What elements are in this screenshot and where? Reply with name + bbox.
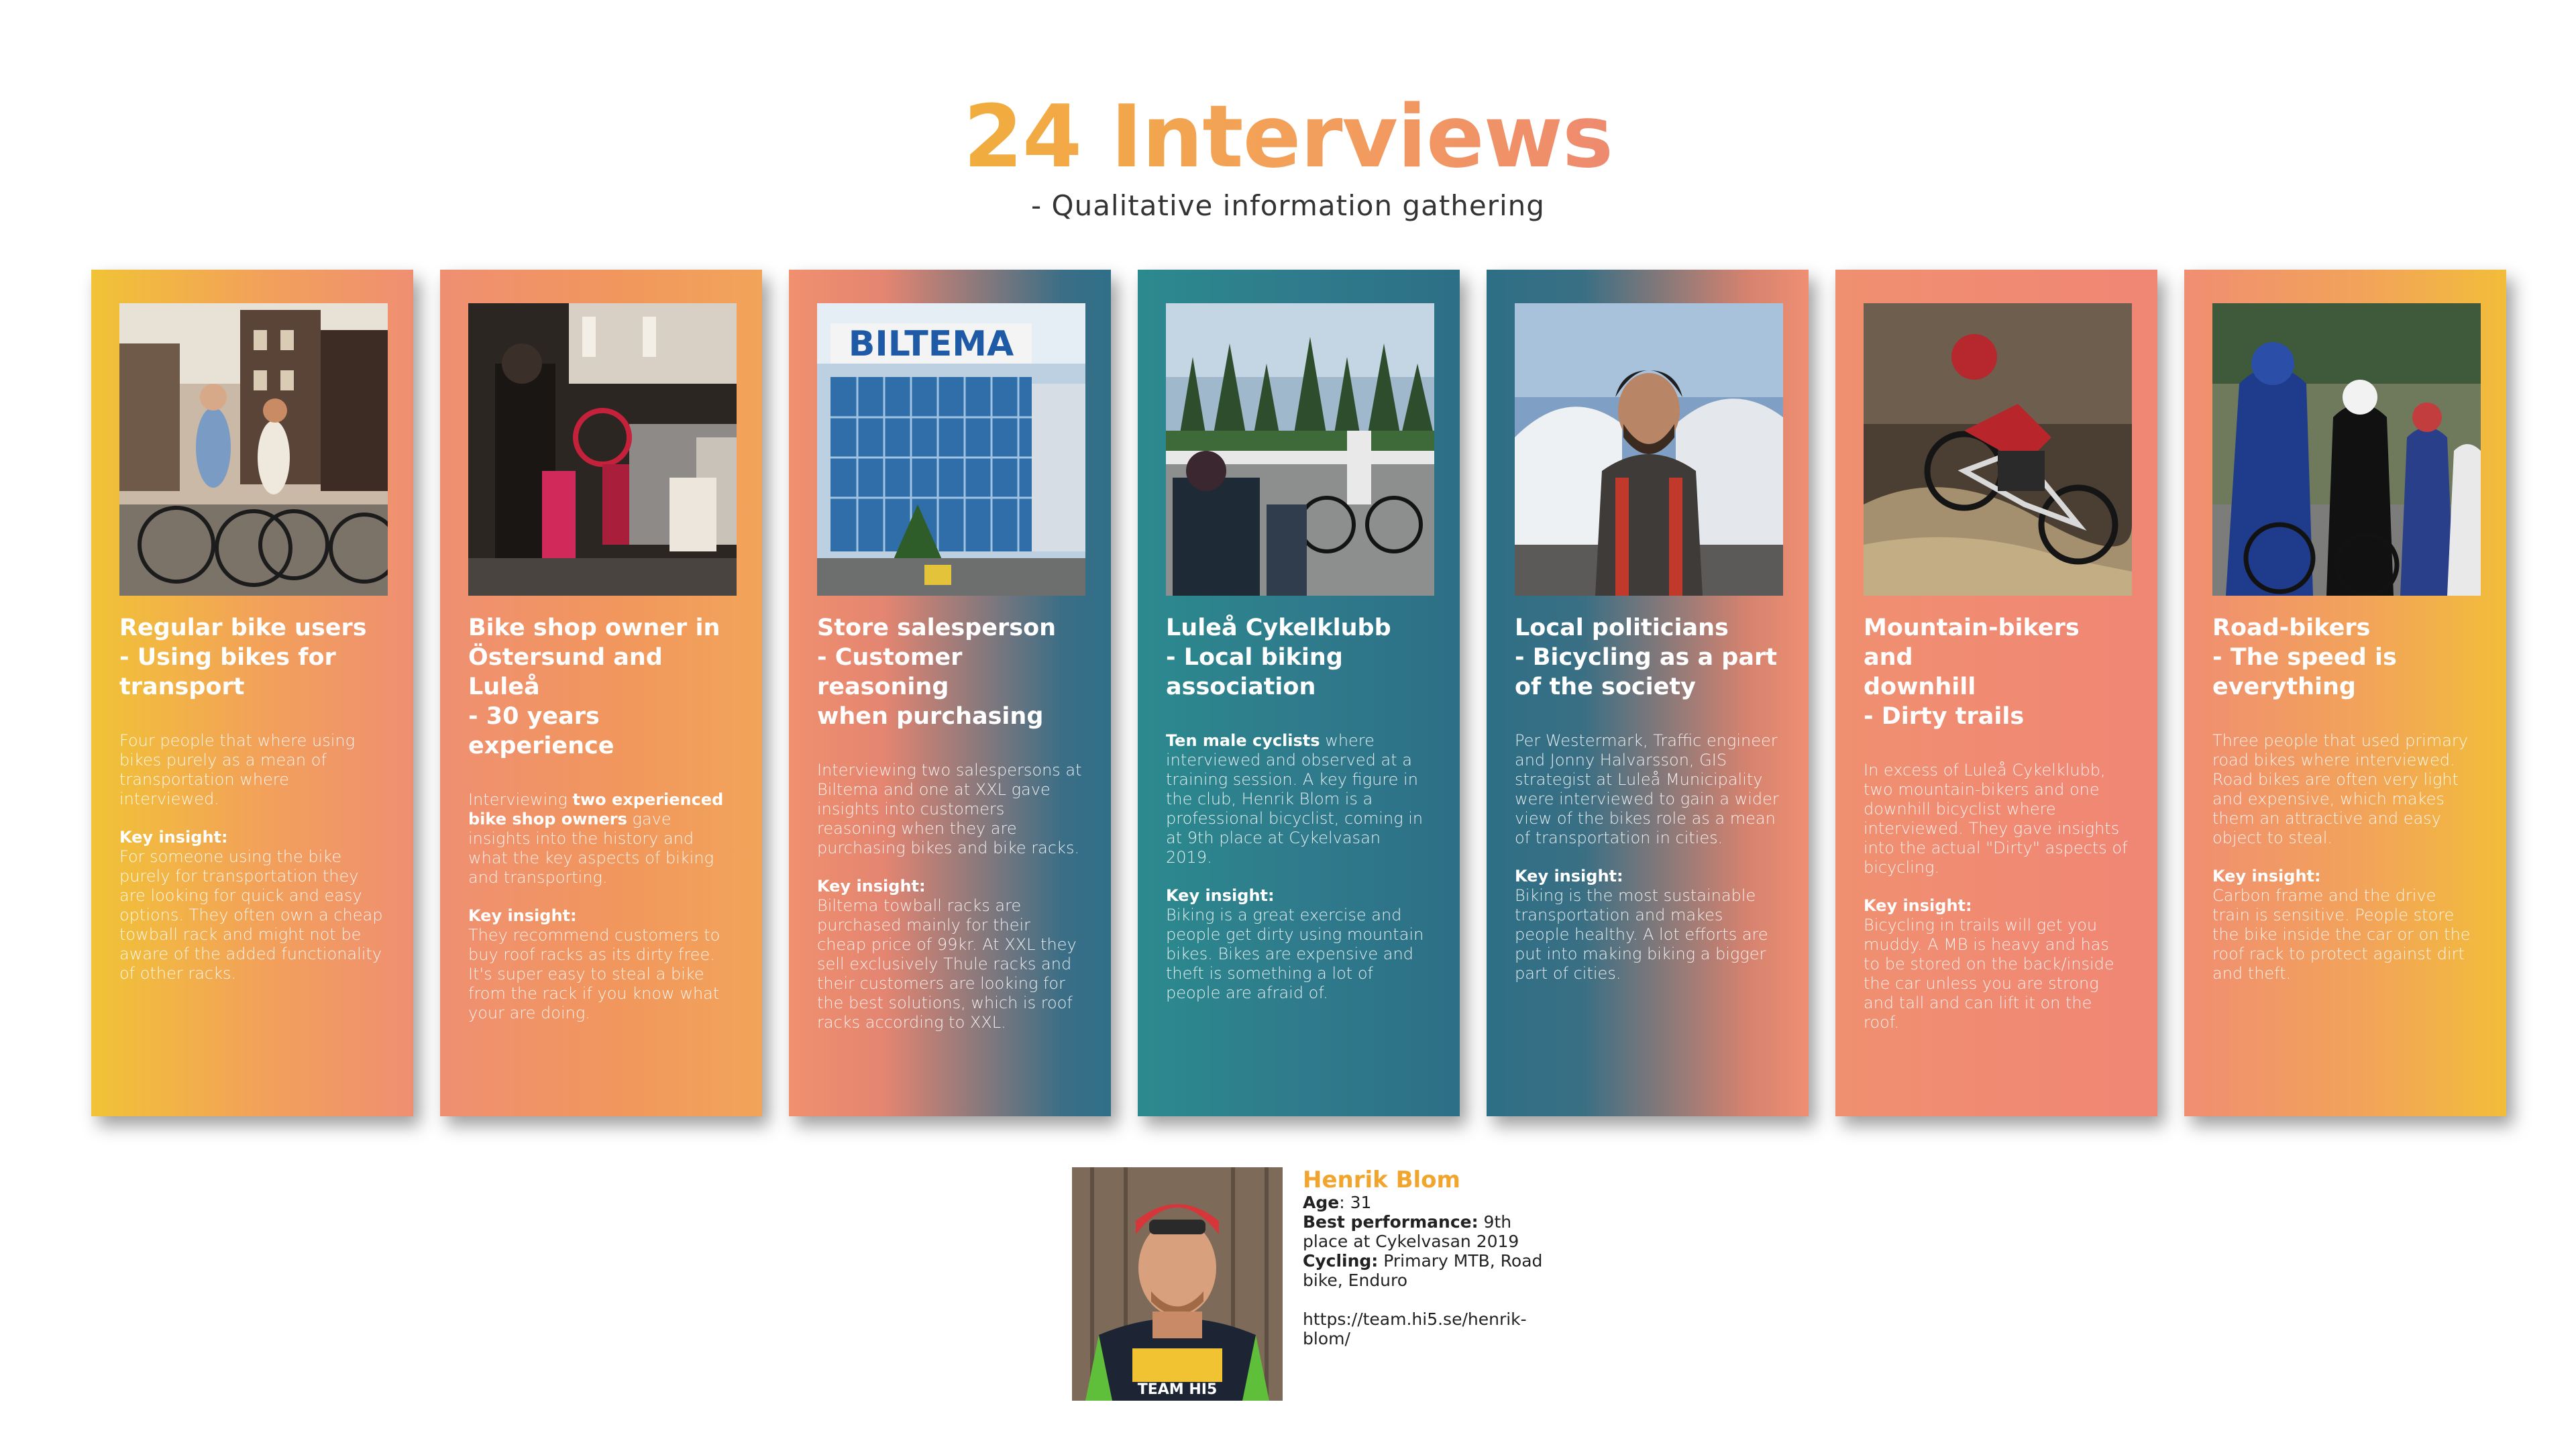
card-body <box>468 790 734 1023</box>
interview-card-lulea-cykelklubb <box>1138 270 1460 1116</box>
profile-cycling: Cycling: Primary MTB, Road bike, Enduro <box>1303 1251 1543 1290</box>
card-body <box>1864 761 2129 1032</box>
page-title: 24 Interviews <box>963 87 1613 187</box>
henrik-blom-portrait <box>1072 1167 1283 1401</box>
profile-link[interactable]: https://team.hi5.se/henrik-blom/ <box>1303 1309 1527 1348</box>
key-insight-text: They recommend customers to buy roof racks as its dirty free. It's super easy to steal a bike from the rack if you know what your are doing. <box>468 926 720 1022</box>
card-title: Local politicians - Bicycling as a part of the society <box>1515 614 1777 700</box>
cycling-club-photo <box>1166 303 1434 596</box>
key-insight-label: Key insight: <box>2212 867 2321 885</box>
card-body <box>2212 731 2478 983</box>
key-insight-label: Key insight: <box>119 828 228 847</box>
profile-name: Henrik Blom <box>1303 1167 1460 1193</box>
mountain-biker-photo <box>1864 303 2132 596</box>
jersey-text: TEAM HI5 <box>1137 1381 1218 1398</box>
interview-card-mountain-bikers <box>1835 270 2157 1116</box>
card-intro: Four people that where using bikes purely as a mean of transportation where interviewed. <box>119 731 356 808</box>
key-insight-text: For someone using the bike purely for transportation they are looking for quick and easy options. They often own a cheap towball rack and might not be aware of the added functionality of other racks. <box>119 847 383 983</box>
card-body <box>1515 731 1780 983</box>
key-insight-text: Biking is the most sustainable transportation and makes people healthy. A lot efforts are put into making biking a bigger part of cities. <box>1515 886 1768 983</box>
interview-card-store-salesperson <box>789 270 1111 1116</box>
card-title: Luleå Cykelklubb - Local biking association <box>1166 614 1391 700</box>
profile-info <box>1303 1167 1544 1348</box>
card-intro: Interviewing two salespersons at Biltema and one at XXL gave insights into customers reasoning when they are purchasing bikes and bike racks. <box>817 761 1082 857</box>
biltema-sign: BILTEMA <box>848 324 1014 364</box>
card-intro: Three people that used primary road bikes where interviewed. Road bikes are often very light and expensive, which makes them an attractive and easy object to steal. <box>2212 731 2468 847</box>
interview-card-local-politicians <box>1487 270 1809 1116</box>
key-insight-label: Key insight: <box>468 906 577 925</box>
card-title: Store salesperson - Customer reasoning when purchasing <box>817 614 1057 730</box>
key-insight-text: Biltema towball racks are purchased mainly for their cheap price of 99kr. At XXL they sell exclusively Thule racks and their customers are looking for the best solutions, which is roof racks according to XXL. <box>817 896 1077 1032</box>
card-intro: In excess of Luleå Cykelklubb, two mountain-bikers and one downhill bicyclist where interviewed. They gave insights into the actual "Dirty" aspects of bicycling. <box>1864 761 2128 877</box>
politician-portrait-photo <box>1515 303 1783 596</box>
key-insight <box>1515 867 1780 983</box>
key-insight-label: Key insight: <box>1864 896 1972 915</box>
key-insight-label: Key insight: <box>1166 886 1275 905</box>
card-title: Bike shop owner in Östersund and Luleå - 30 years experience <box>468 614 720 759</box>
card-intro: Interviewing two experienced bike shop owners gave insights into the history and what the key aspects of biking and transporting. <box>468 790 724 887</box>
profile-age: Age: 31 <box>1303 1193 1372 1212</box>
card-body <box>1166 731 1432 1003</box>
biltema-store-photo <box>817 303 1085 596</box>
card-title: Mountain-bikers and downhill - Dirty trails <box>1864 614 2080 730</box>
page-subtitle: - Qualitative information gathering <box>1031 189 1545 222</box>
key-insight <box>817 877 1083 1032</box>
interview-card-bike-shop-owner <box>440 270 762 1116</box>
key-insight <box>119 828 385 983</box>
city-cyclists-photo <box>119 303 388 596</box>
interview-card-road-bikers <box>2184 270 2506 1116</box>
card-body <box>817 761 1083 1032</box>
key-insight-label: Key insight: <box>1515 867 1623 885</box>
card-intro: Ten male cyclists where interviewed and observed at a training session. A key figure in the club, Henrik Blom is a professional bicyclist, coming in at 9th place at Cykelvasan 2019. <box>1166 731 1424 867</box>
key-insight <box>468 906 734 1023</box>
key-insight <box>1864 896 2129 1032</box>
bike-shop-photo <box>468 303 737 596</box>
key-insight-text: Bicycling in trails will get you muddy. A MB is heavy and has to be stored on the back/inside the car unless you are strong and tall and can lift it on the roof. <box>1864 916 2114 1032</box>
profile-best-performance: Best performance: 9th place at Cykelvasan 2019 <box>1303 1212 1519 1251</box>
interview-card-regular-bike-users <box>91 270 413 1116</box>
key-insight <box>2212 867 2478 983</box>
key-insight-text: Biking is a great exercise and people get dirty using mountain bikes. Bikes are expensive and theft is something a lot of people are afraid of. <box>1166 906 1424 1002</box>
card-intro: Per Westermark, Traffic engineer and Jonny Halvarsson, GIS strategist at Luleå Municipality were interviewed to gain a wider view of the bikes role as a mean of transportation in cities. <box>1515 731 1779 847</box>
key-insight <box>1166 886 1432 1003</box>
card-title: Road-bikers - The speed is everything <box>2212 614 2397 700</box>
key-insight-label: Key insight: <box>817 877 926 896</box>
key-insight-text: Carbon frame and the drive train is sensitive. People store the bike inside the car or on the roof rack to protect against dirt and theft. <box>2212 886 2471 983</box>
page-header <box>0 87 2576 222</box>
card-body <box>119 731 385 983</box>
card-title: Regular bike users - Using bikes for transport <box>119 614 367 700</box>
road-race-photo <box>2212 303 2481 596</box>
